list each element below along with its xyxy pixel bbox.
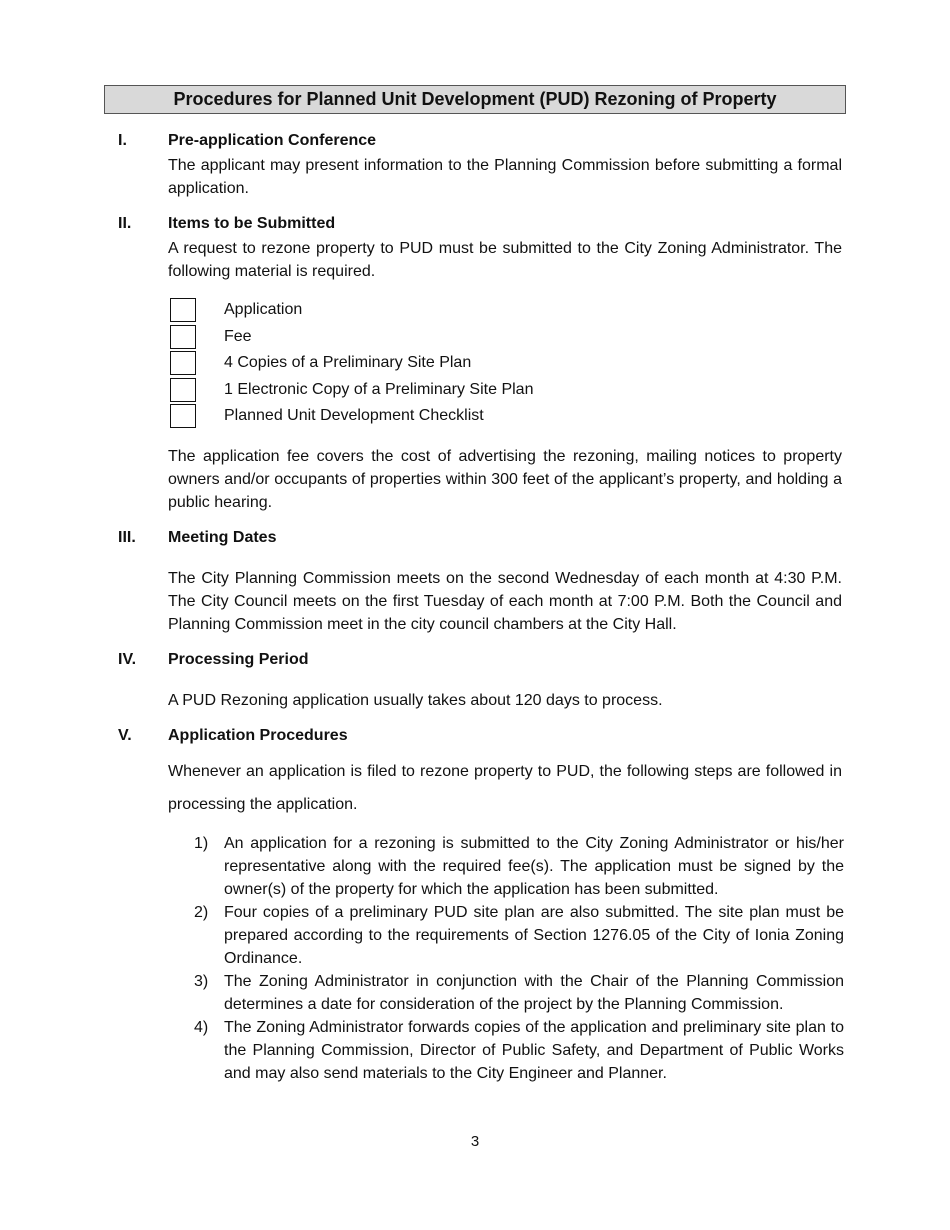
- section-5-numeral: V.: [118, 727, 132, 744]
- checklist-item: [168, 325, 668, 352]
- checklist-item: [168, 298, 668, 325]
- step-number: 3): [194, 973, 209, 990]
- list-item: [194, 1016, 844, 1085]
- checklist-item: [168, 378, 668, 405]
- section-5-text: Whenever an application is filed to rezone property to PUD, the following steps are followed in processing the application.: [168, 763, 842, 813]
- section-4-text: A PUD Rezoning application usually takes about 120 days to process.: [168, 692, 663, 709]
- step-number: 2): [194, 904, 209, 921]
- step-text: The Zoning Administrator forwards copies of the application and preliminary site plan to the Planning Commission, Director of Public Safety, and Department of Public Works and may also send materials to the City Engineer and Planner.: [224, 1019, 844, 1082]
- step-text: Four copies of a preliminary PUD site plan are also submitted. The site plan must be prepared according to the requirements of Section 1276.05 of the City of Ionia Zoning Ordinance.: [224, 904, 844, 967]
- section-2-fee-text: The application fee covers the cost of advertising the rezoning, mailing notices to property owners and/or occupants of properties within 300 feet of the applicant’s property, and holding a public hearing.: [168, 448, 842, 511]
- section-5-heading: Application Procedures: [168, 727, 348, 744]
- step-text: An application for a rezoning is submitted to the City Zoning Administrator or his/her representative along with the required fee(s). The application must be signed by the owner(s) of the property for which the application has been submitted.: [224, 835, 844, 898]
- checklist-item-label: Application: [224, 301, 303, 318]
- section-2-numeral: II.: [118, 215, 132, 232]
- step-number: 4): [194, 1019, 209, 1036]
- section-1-numeral: I.: [118, 132, 127, 149]
- section-2-text: A request to rezone property to PUD must be submitted to the City Zoning Administrator. The following material is required.: [168, 240, 842, 280]
- page-title: Procedures for Planned Unit Development (PUD) Rezoning of Property: [104, 85, 846, 114]
- section-2-heading: Items to be Submitted: [168, 215, 336, 232]
- checkbox[interactable]: [170, 378, 196, 402]
- step-text: The Zoning Administrator in conjunction with the Chair of the Planning Commission determines a date for consideration of the project by the Planning Commission.: [224, 973, 844, 1013]
- checklist-item-label: Fee: [224, 327, 252, 345]
- required-materials-checklist: [168, 298, 668, 431]
- list-item: [194, 832, 844, 901]
- checklist-item: [168, 404, 668, 431]
- checkbox[interactable]: [170, 325, 196, 349]
- list-item: [194, 901, 844, 970]
- section-3-text: The City Planning Commission meets on the second Wednesday of each month at 4:30 P.M. The City Council meets on the first Tuesday of each month at 7:00 P.M. Both the Council and Planning Commission meet in the city council chambers at the City Hall.: [168, 570, 842, 633]
- page-number: 3: [470, 1133, 480, 1150]
- section-3-heading: Meeting Dates: [168, 529, 277, 546]
- section-4-numeral: IV.: [118, 651, 137, 668]
- section-1-text: The applicant may present information to the Planning Commission before submitting a formal application.: [168, 157, 842, 197]
- step-number: 1): [194, 835, 209, 852]
- checkbox[interactable]: [170, 404, 196, 428]
- list-item: [194, 970, 844, 1016]
- section-3-numeral: III.: [118, 529, 136, 546]
- checklist-item-label: Planned Unit Development Checklist: [224, 407, 484, 424]
- checklist-item-label: 4 Copies of a Preliminary Site Plan: [224, 354, 472, 371]
- checklist-item-label: 1 Electronic Copy of a Preliminary Site Plan: [224, 380, 534, 398]
- checklist-item: [168, 351, 668, 378]
- checkbox[interactable]: [170, 351, 196, 375]
- procedure-steps: [194, 832, 844, 1085]
- section-1-heading: Pre-application Conference: [168, 132, 377, 149]
- section-4-heading: Processing Period: [168, 651, 309, 668]
- checkbox[interactable]: [170, 298, 196, 322]
